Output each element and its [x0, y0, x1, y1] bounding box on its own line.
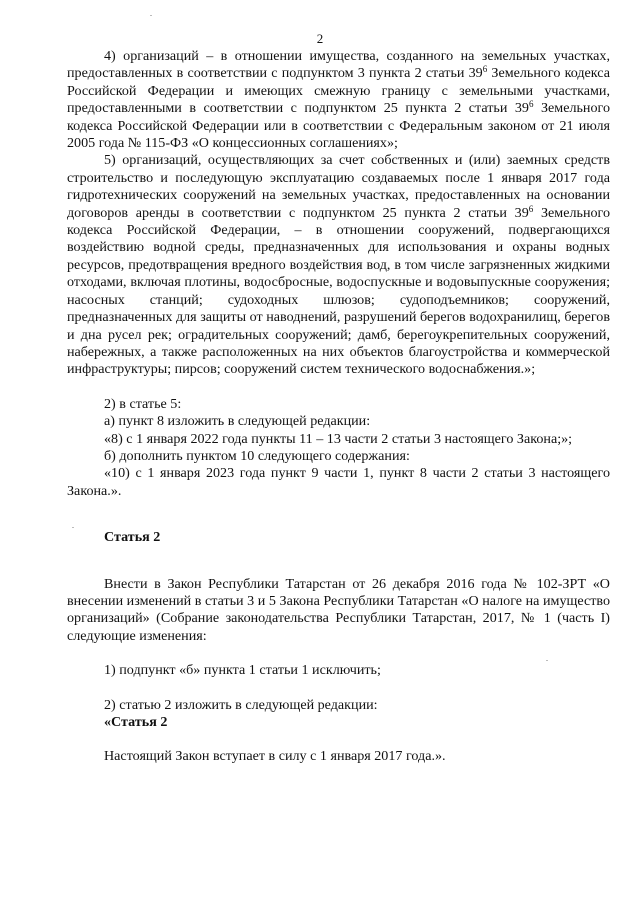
article5-item-b: б) дополнить пунктом 10 следующего содержания:	[104, 447, 410, 464]
article5-intro: 2) в статье 5:	[104, 395, 182, 412]
paragraph-item-4-part-c: Земельного кодекса Российской Федерации или в соответствии с Федеральным законом от 21 июля 2005 года № 115-ФЗ «О концессионных соглашениях»;	[67, 100, 610, 152]
superscript: 6	[482, 64, 488, 75]
scan-speck	[150, 15, 152, 16]
article-2-item-1: 1) подпункт «б» пункта 1 статьи 1 исключить;	[104, 662, 381, 679]
document-body	[67, 48, 610, 766]
quoted-article-text: Настоящий Закон вступает в силу с 1 января 2017 года.».	[104, 748, 446, 765]
scan-speck	[72, 527, 74, 528]
paragraph-item-5-part-b: Земельного кодекса Российской Федерации, – в отношении сооружений, подвергающихся воздействию водной среды, предназначенных для использования и охраны водных ресурсов, предотвращения вредного воздействия вод, в том числе загрязненных жидкими отходами, включая плотины, водосбросные, водоспускные и водовыпускные сооружения; насосных станций; судоходных шлюзов; судоподъемников; сооружений, предназначенных для защиты от наводнений, разрушений берегов водохранилищ, берегов и дна русел рек; оградительных сооружений; дамб, берегоукрепительных сооружений, набережных, а также расположенных на них объектов благоустройства и коммерческой инфраструктуры; пирсов; сооружений систем технического водоснабжения.»;	[67, 204, 611, 378]
article-2-heading: Статья 2	[104, 529, 161, 546]
article5-quote-point-10: «10) с 1 января 2023 года пункт 9 части 1, пункт 8 части 2 статьи 3 настоящего Закона.».	[67, 465, 610, 499]
superscript: 6	[528, 203, 534, 214]
paragraph-item-4-part-a: 4) организаций – в отношении имущества, созданного на земельных участках, предоставленных в соответствии с подпунктом 3 пункта 2 статьи 39	[67, 48, 610, 82]
paragraph-item-5	[67, 152, 610, 378]
scan-speck	[546, 660, 548, 661]
article5-item-a: а) пункт 8 изложить в следующей редакции:	[104, 413, 371, 430]
article-2-item-2: 2) статью 2 изложить в следующей редакции:	[104, 696, 378, 713]
page-number: 2	[316, 31, 324, 46]
article5-quote-point-8: «8) с 1 января 2022 года пункты 11 – 13 части 2 статьи 3 настоящего Закона;»;	[104, 430, 573, 447]
paragraph-item-5-part-a: 5) организаций, осуществляющих за счет собственных и (или) заемных средств строительство и последующую эксплуатацию создаваемых после 1 января 2017 года гидротехнических сооружений на земельных участках, предоставленных на основании договоров аренды в соответствии с подпунктом 25 пункта 2 статьи 39	[67, 152, 610, 221]
superscript: 6	[528, 99, 534, 110]
article-2-intro: Внести в Закон Республики Татарстан от 26 декабря 2016 года № 102-ЗРТ «О внесении изменений в статьи 3 и 5 Закона Республики Татарстан «О налоге на имущество организаций» (Собрание законодательства Республики Татарстан, 2017, № 1 (часть I) следующие изменения:	[67, 575, 610, 644]
quoted-article-heading: «Статья 2	[104, 714, 168, 730]
paragraph-item-4-part-b: Земельного кодекса Российской Федерации и имеющих смежную границу с земельными участками, предоставленными в соответствии с подпунктом 25 пункта 2 статьи 39	[67, 65, 610, 117]
paragraph-item-4	[67, 48, 610, 152]
